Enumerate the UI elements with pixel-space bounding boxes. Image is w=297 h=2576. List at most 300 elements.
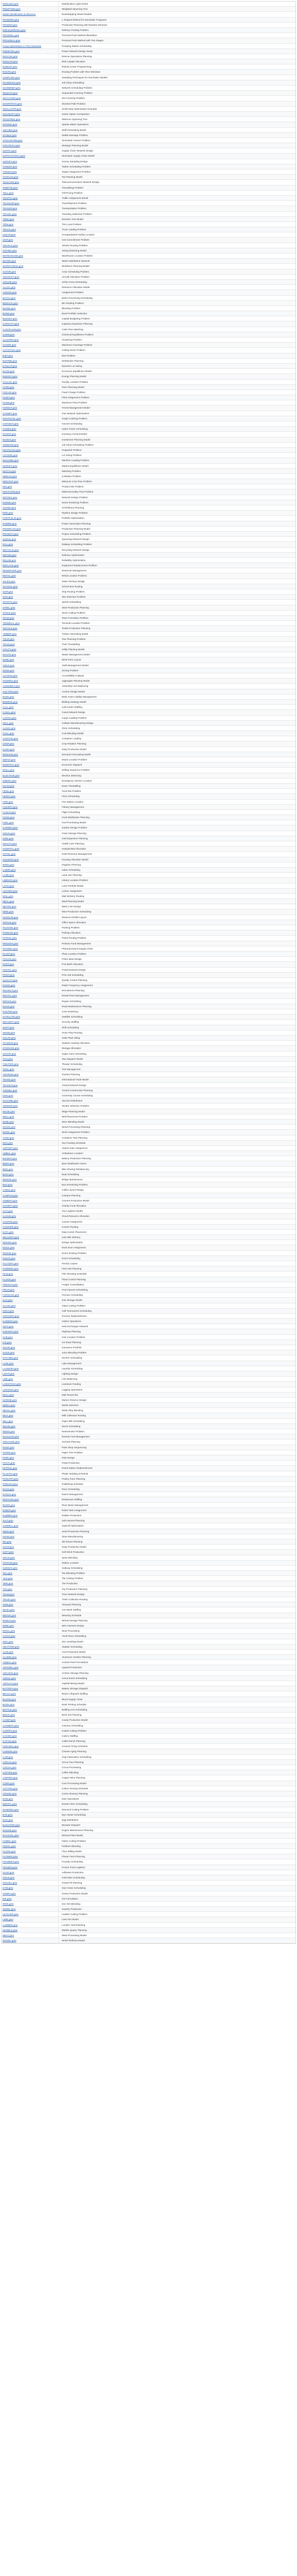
model-file-link[interactable]: TRAIN.gms: [3, 642, 15, 646]
model-file-link[interactable]: ECON.gms: [3, 370, 15, 373]
model-file-link[interactable]: CHEM.gms: [3, 333, 15, 336]
model-file-link[interactable]: SPARSE.gms: [3, 123, 18, 126]
model-file-link[interactable]: FOREST.gms: [3, 406, 18, 410]
model-file-link[interactable]: BLOOD.gms: [3, 1698, 16, 1701]
model-file-link[interactable]: LIVESTOCK.gms: [3, 1383, 21, 1386]
model-file-link[interactable]: DATA.gms: [3, 1230, 14, 1233]
model-file-link[interactable]: YARD.gms: [3, 1136, 14, 1139]
model-file-link[interactable]: CERAMIC.gms: [3, 1745, 19, 1748]
model-file-link[interactable]: REPLACE.gms: [3, 564, 19, 567]
model-file-link[interactable]: HUB.gms: [3, 1335, 13, 1338]
model-file-link[interactable]: WAGE.gms: [3, 1110, 15, 1113]
model-file-link[interactable]: SCHOOL.gms: [3, 585, 18, 588]
model-file-link[interactable]: STORAGE.gms: [3, 1047, 20, 1050]
model-file-link[interactable]: NETDES.gms: [3, 496, 18, 499]
model-file-link[interactable]: PENSION.gms: [3, 942, 19, 945]
model-file-link[interactable]: SHOE.gms: [3, 1535, 14, 1538]
model-file-link[interactable]: ETHANOL.gms: [3, 1834, 19, 1837]
model-file-link[interactable]: APPAREL.gms: [3, 1666, 19, 1669]
model-file-link[interactable]: FROZEN.gms: [3, 1866, 18, 1869]
model-file-link[interactable]: ZINC.gms: [3, 1640, 13, 1643]
model-file-link[interactable]: PETROL.gms: [3, 1467, 18, 1470]
model-file-link[interactable]: NICKEL.gms: [3, 1939, 16, 1942]
model-file-link[interactable]: ARCHIVE.gms: [3, 1671, 19, 1674]
model-file-link[interactable]: FURNACE.gms: [3, 1294, 20, 1297]
model-file-link[interactable]: GARDEN.gms: [3, 826, 18, 829]
model-file-link[interactable]: BIDDING.gms: [3, 700, 18, 703]
model-file-link[interactable]: PAPER.gms: [3, 1451, 16, 1454]
model-file-link[interactable]: GLUE.gms: [3, 1871, 14, 1874]
model-file-link[interactable]: ROBOT.gms: [3, 1509, 16, 1512]
model-file-link[interactable]: PWNETDS.gms: [3, 49, 20, 53]
model-file-link[interactable]: MultiLabel.gms: [3, 3, 19, 5]
model-file-link[interactable]: WHEAT.gms: [3, 1619, 16, 1622]
model-file-link[interactable]: BATCH.gms: [3, 296, 16, 299]
model-file-link[interactable]: SETCOVER.gms: [3, 97, 21, 100]
model-file-link[interactable]: VENDOR.gms: [3, 1105, 18, 1108]
model-file-link[interactable]: RAIL.gms: [3, 543, 13, 546]
model-file-link[interactable]: SCHEDULE.gms: [3, 81, 21, 84]
model-file-link[interactable]: MIX.gms: [3, 485, 12, 488]
model-file-link[interactable]: SOLVEOPT.gms: [3, 112, 20, 115]
model-file-link[interactable]: ASSEMBLY.gms: [3, 685, 20, 688]
model-file-link[interactable]: MINE.gms: [3, 910, 14, 913]
model-file-link[interactable]: ASPHALT.gms: [3, 1682, 19, 1685]
model-file-link[interactable]: JOBSHOP.gms: [3, 443, 19, 446]
model-file-link[interactable]: SECURITY.gms: [3, 1021, 20, 1024]
model-file-link[interactable]: POLICE.gms: [3, 958, 16, 961]
model-file-link[interactable]: GYM.gms: [3, 1887, 13, 1890]
model-file-link[interactable]: RIVER.gms: [3, 1503, 15, 1506]
model-file-link[interactable]: DESIGN.gms: [3, 1241, 17, 1244]
model-file-link[interactable]: TRAVEL.gms: [3, 212, 17, 215]
model-file-link[interactable]: DYE.gms: [3, 1813, 13, 1816]
model-file-link[interactable]: EVENT.gms: [3, 1257, 15, 1260]
model-file-link[interactable]: BOTTLE.gms: [3, 1708, 17, 1711]
model-file-link[interactable]: AGGREG.gms: [3, 680, 19, 683]
model-file-link[interactable]: CANDY.gms: [3, 1719, 16, 1722]
model-file-link[interactable]: MEAT.gms: [3, 1934, 14, 1937]
model-file-link[interactable]: TRUCK.gms: [3, 228, 16, 231]
model-file-link[interactable]: DRILL.gms: [3, 769, 14, 772]
model-file-link[interactable]: ROBUST.gms: [3, 65, 18, 69]
model-file-link[interactable]: HYDRO.gms: [3, 428, 16, 431]
model-file-link[interactable]: SKI.gms: [3, 1540, 12, 1543]
model-file-link[interactable]: AUCTION.gms: [3, 690, 19, 693]
model-file-link[interactable]: WIND.gms: [3, 658, 14, 662]
model-file-link[interactable]: TREE.gms: [3, 217, 14, 221]
model-file-link[interactable]: PLANT.gms: [3, 952, 15, 955]
model-file-link[interactable]: DAIRY.gms: [3, 748, 15, 751]
model-file-link[interactable]: OFFICE.gms: [3, 921, 16, 924]
model-file-link[interactable]: BEER.gms: [3, 1162, 14, 1165]
model-file-link[interactable]: SMALLSTEP.gms: [3, 107, 22, 110]
model-file-link[interactable]: PASTA.gms: [3, 1462, 15, 1465]
model-file-link[interactable]: ACCESS.gms: [3, 674, 18, 677]
model-file-link[interactable]: RELIAB.gms: [3, 558, 16, 562]
model-file-link[interactable]: MEDIAN.gms: [3, 474, 17, 478]
model-file-link[interactable]: CROP.gms: [3, 742, 14, 745]
model-file-link[interactable]: CHEESE.gms: [3, 1750, 18, 1753]
model-file-link[interactable]: TOUR.gms: [3, 637, 14, 640]
model-file-link[interactable]: TEA.gms: [3, 1572, 12, 1575]
model-file-link[interactable]: MILL.gms: [3, 1419, 13, 1422]
model-file-link[interactable]: MULTICOM.gms: [3, 490, 21, 494]
model-file-link[interactable]: FLOWER.gms: [3, 1855, 18, 1858]
model-file-link[interactable]: Model Identification & Inference: [3, 13, 36, 16]
model-file-link[interactable]: BAKERY.gms: [3, 1157, 17, 1160]
model-file-link[interactable]: COFFEE.gms: [3, 1771, 18, 1774]
model-file-link[interactable]: STRATEGY.gms: [3, 144, 20, 147]
model-file-link[interactable]: VINE.gms: [3, 1603, 13, 1606]
model-file-link[interactable]: NUCLEAR.gms: [3, 1435, 19, 1438]
model-file-link[interactable]: FREIGHT.gms: [3, 1283, 18, 1286]
model-file-link[interactable]: JUICE.gms: [3, 1351, 15, 1354]
model-file-link[interactable]: DIET.gms: [3, 354, 13, 357]
model-file-link[interactable]: HOUSING.gms: [3, 858, 19, 861]
model-file-link[interactable]: RACE.gms: [3, 1488, 14, 1491]
model-file-link[interactable]: INK.gms: [3, 1897, 12, 1900]
model-file-link[interactable]: FARM.gms: [3, 385, 14, 388]
model-file-link[interactable]: KITCHEN.gms: [3, 1357, 19, 1360]
model-file-link[interactable]: PACKING.gms: [3, 926, 19, 929]
model-file-link[interactable]: TRANSHIP.gms: [3, 202, 20, 205]
model-file-link[interactable]: TRIM.gms: [3, 223, 14, 226]
model-file-link[interactable]: LAND.gms: [3, 874, 14, 877]
model-file-link[interactable]: POULTRY.gms: [3, 1477, 19, 1480]
model-file-link[interactable]: CORN.gms: [3, 1782, 15, 1785]
model-file-link[interactable]: CASHFLOW.gms: [3, 328, 21, 331]
model-file-link[interactable]: TRADE.gms: [3, 1078, 16, 1081]
model-file-link[interactable]: GRID.gms: [3, 837, 14, 840]
model-file-link[interactable]: GRAPHCOL.gms: [3, 417, 21, 420]
model-file-link[interactable]: GOLD.gms: [3, 1876, 14, 1879]
model-file-link[interactable]: TRAM.gms: [3, 1592, 14, 1596]
model-file-link[interactable]: ABATTOIR.gms: [3, 1645, 20, 1648]
model-file-link[interactable]: SHORTPATH.gms: [3, 102, 22, 105]
model-file-link[interactable]: SUBWAY.gms: [3, 1566, 18, 1569]
model-file-link[interactable]: Pump Optimization in Flow Networks: [3, 44, 42, 47]
model-file-link[interactable]: BUDGET.gms: [3, 317, 18, 320]
model-file-link[interactable]: MACHINE.gms: [3, 459, 19, 462]
model-file-link[interactable]: CEMENT.gms: [3, 1199, 18, 1202]
model-file-link[interactable]: EGG.gms: [3, 1818, 13, 1821]
model-file-link[interactable]: YACHT.gms: [3, 1635, 15, 1638]
model-file-link[interactable]: HEAT.gms: [3, 1325, 14, 1328]
model-file-link[interactable]: METAL.gms: [3, 1409, 15, 1412]
model-file-link[interactable]: COURIER.gms: [3, 1225, 19, 1228]
model-file-link[interactable]: HARVEST.gms: [3, 422, 19, 425]
model-file-link[interactable]: FEED.gms: [3, 790, 14, 793]
model-file-link[interactable]: LINE.gms: [3, 1378, 13, 1381]
model-file-link[interactable]: MAIL.gms: [3, 894, 13, 897]
model-file-link[interactable]: RESTAUR.gms: [3, 1498, 19, 1501]
model-file-link[interactable]: PAINT.gms: [3, 1446, 14, 1449]
model-file-link[interactable]: ROSTER.gms: [3, 1010, 18, 1013]
model-file-link[interactable]: GRAVEL.gms: [3, 1882, 18, 1885]
model-file-link[interactable]: FILM.gms: [3, 1273, 13, 1276]
model-file-link[interactable]: HONEY.gms: [3, 1892, 16, 1895]
model-file-link[interactable]: CITY.gms: [3, 1210, 13, 1213]
model-file-link[interactable]: WINE.gms: [3, 1120, 14, 1123]
model-file-link[interactable]: WORK.gms: [3, 1131, 15, 1134]
model-file-link[interactable]: POSTAL.gms: [3, 968, 17, 971]
model-file-link[interactable]: GAS.gms: [3, 1299, 13, 1302]
model-file-link[interactable]: PROXDEL.gms: [3, 34, 19, 37]
model-file-link[interactable]: UNCAP.gms: [3, 233, 16, 236]
model-file-link[interactable]: FOOD.gms: [3, 816, 15, 819]
model-file-link[interactable]: ALLOC.gms: [3, 286, 16, 289]
model-file-link[interactable]: RECRUIT.gms: [3, 989, 18, 992]
model-file-link[interactable]: TAXPLAN.gms: [3, 176, 19, 179]
model-file-link[interactable]: EMERG.gms: [3, 779, 16, 782]
model-file-link[interactable]: TRANSP.gms: [3, 207, 17, 210]
model-file-link[interactable]: BEACH.gms: [3, 1692, 16, 1696]
model-file-link[interactable]: SOFT.gms: [3, 1551, 14, 1554]
model-file-link[interactable]: CIRCUS.gms: [3, 1760, 17, 1764]
model-file-link[interactable]: ICE.gms: [3, 1341, 12, 1344]
model-file-link[interactable]: INSUR.gms: [3, 1346, 15, 1349]
model-file-link[interactable]: FLOUR.gms: [3, 1850, 16, 1853]
model-file-link[interactable]: CRUISE.gms: [3, 1792, 17, 1795]
model-file-link[interactable]: TOLL.gms: [3, 191, 14, 194]
model-file-link[interactable]: FABRIC.gms: [3, 1839, 16, 1842]
model-file-link[interactable]: CHIP.gms: [3, 1755, 13, 1758]
model-file-link[interactable]: BOOK.gms: [3, 1703, 15, 1706]
model-file-link[interactable]: PRODPLAN.gms: [3, 527, 21, 530]
model-file-link[interactable]: ZONE.gms: [3, 669, 14, 672]
model-file-link[interactable]: FERTIL.gms: [3, 1844, 16, 1848]
model-file-link[interactable]: DEPOT.gms: [3, 758, 16, 761]
model-file-link[interactable]: LEATHER.gms: [3, 1913, 19, 1916]
model-file-link[interactable]: LIGHT.gms: [3, 1372, 14, 1375]
model-file-link[interactable]: IRON.gms: [3, 1902, 14, 1905]
model-file-link[interactable]: PRINT.gms: [3, 973, 15, 976]
model-file-link[interactable]: TEAM.gms: [3, 616, 14, 619]
model-file-link[interactable]: VEHICLE.gms: [3, 244, 18, 247]
model-file-link[interactable]: DAM.gms: [3, 1798, 13, 1801]
model-file-link[interactable]: SEQCOV.gms: [3, 92, 18, 95]
model-file-link[interactable]: SPORTS.gms: [3, 601, 18, 604]
model-file-link[interactable]: PUBLISH.gms: [3, 1482, 18, 1485]
model-file-link[interactable]: LOGGING.gms: [3, 1388, 19, 1391]
model-file-link[interactable]: SALES.gms: [3, 580, 15, 583]
model-file-link[interactable]: JEWEL.gms: [3, 1908, 16, 1911]
model-file-link[interactable]: FLIGHT.gms: [3, 810, 16, 814]
model-file-link[interactable]: BINPACK.gms: [3, 301, 18, 304]
model-file-link[interactable]: FERRY.gms: [3, 795, 15, 798]
model-file-link[interactable]: PIPE.gms: [3, 512, 13, 515]
model-file-link[interactable]: SAMPLING.gms: [3, 76, 20, 79]
model-file-link[interactable]: SATELLITE.gms: [3, 1015, 20, 1019]
model-file-link[interactable]: INVENT.gms: [3, 433, 16, 436]
model-file-link[interactable]: TRAFFIC.gms: [3, 196, 18, 199]
model-file-link[interactable]: WASTE.gms: [3, 653, 16, 656]
model-file-link[interactable]: BATTERY.gms: [3, 1687, 19, 1690]
model-file-link[interactable]: CONTAIN.gms: [3, 737, 19, 740]
model-file-link[interactable]: TOURISM.gms: [3, 1073, 19, 1076]
model-file-link[interactable]: CABLE.gms: [3, 1189, 16, 1192]
model-file-link[interactable]: SITE.gms: [3, 596, 13, 599]
model-file-link[interactable]: TIMETAB.gms: [3, 186, 18, 189]
model-file-link[interactable]: LABOR.gms: [3, 868, 16, 871]
model-file-link[interactable]: TELECOM.gms: [3, 181, 20, 184]
model-file-link[interactable]: ROUTE.gms: [3, 71, 16, 74]
model-file-link[interactable]: WORKFORCE.gms: [3, 265, 24, 268]
model-file-link[interactable]: RUBBER.gms: [3, 1514, 18, 1517]
model-file-link[interactable]: TIMBER.gms: [3, 632, 17, 635]
model-file-link[interactable]: WOOD.gms: [3, 1126, 15, 1129]
model-file-link[interactable]: MATCH.gms: [3, 469, 16, 472]
model-file-link[interactable]: MEDIA.gms: [3, 1404, 15, 1407]
model-file-link[interactable]: PRODREF.gms: [3, 18, 19, 21]
model-file-link[interactable]: CARPET.gms: [3, 1729, 18, 1732]
model-file-link[interactable]: SSCHED.gms: [3, 128, 18, 131]
model-file-link[interactable]: STOCK.gms: [3, 611, 16, 614]
model-file-link[interactable]: LAUNDRY.gms: [3, 1367, 19, 1370]
model-file-link[interactable]: SCHEDNET.gms: [3, 87, 21, 89]
model-file-link[interactable]: SPICE.gms: [3, 1556, 15, 1559]
model-file-link[interactable]: AIRCRAFT.gms: [3, 275, 20, 278]
model-file-link[interactable]: BRIDGE.gms: [3, 1178, 17, 1181]
model-file-link[interactable]: FACLOC.gms: [3, 380, 18, 383]
model-file-link[interactable]: HIGHWAY.gms: [3, 1330, 19, 1333]
model-file-link[interactable]: HOTEL.gms: [3, 853, 16, 856]
model-file-link[interactable]: WASH.gms: [3, 1608, 15, 1612]
model-file-link[interactable]: RISKCAP.gms: [3, 60, 18, 63]
model-file-link[interactable]: STATION.gms: [3, 1561, 18, 1564]
model-file-link[interactable]: CANAL.gms: [3, 711, 16, 714]
model-file-link[interactable]: FARMMIX.gms: [3, 1267, 19, 1270]
model-file-link[interactable]: LAKE.gms: [3, 1362, 14, 1365]
model-file-link[interactable]: STABLE.gms: [3, 133, 17, 137]
model-file-link[interactable]: ANIMAL.gms: [3, 1661, 17, 1664]
model-file-link[interactable]: SHIFT.gms: [3, 1026, 14, 1029]
model-file-link[interactable]: YIELD.gms: [3, 664, 15, 667]
model-file-link[interactable]: FLOOD.gms: [3, 1278, 16, 1281]
model-file-link[interactable]: DYNLOT.gms: [3, 364, 18, 367]
model-file-link[interactable]: OILREF.gms: [3, 506, 16, 509]
model-file-link[interactable]: PATROL.gms: [3, 937, 17, 940]
model-file-link[interactable]: PHARMA.gms: [3, 947, 18, 950]
model-file-link[interactable]: LIBRARY.gms: [3, 879, 18, 882]
model-file-link[interactable]: WEAVE.gms: [3, 1614, 16, 1617]
model-file-link[interactable]: FLOW.gms: [3, 401, 14, 404]
model-file-link[interactable]: GOLF.gms: [3, 1309, 14, 1312]
model-file-link[interactable]: BIKE.gms: [3, 1167, 13, 1171]
model-file-link[interactable]: BOAT.gms: [3, 1173, 14, 1176]
model-file-link[interactable]: TEXTILE.gms: [3, 627, 18, 630]
model-file-link[interactable]: CLOUD.gms: [3, 1215, 16, 1218]
model-file-link[interactable]: MARINE.gms: [3, 1398, 17, 1401]
model-file-link[interactable]: QUALITY.gms: [3, 978, 18, 981]
model-file-link[interactable]: CATTLE.gms: [3, 1740, 17, 1743]
model-file-link[interactable]: ARENA.gms: [3, 1676, 16, 1680]
model-file-link[interactable]: THEATER.gms: [3, 1062, 19, 1065]
model-file-link[interactable]: CALL.gms: [3, 706, 14, 709]
model-file-link[interactable]: EXAM.gms: [3, 784, 14, 787]
model-file-link[interactable]: GLASS.gms: [3, 1304, 16, 1307]
model-file-link[interactable]: SALT.gms: [3, 1519, 13, 1522]
model-file-link[interactable]: CLUSTER.gms: [3, 338, 19, 341]
model-file-link[interactable]: DISTRIB.gms: [3, 359, 18, 362]
model-file-link[interactable]: STADIUM.gms: [3, 1042, 19, 1045]
model-file-link[interactable]: CUTSTOCK.gms: [3, 349, 21, 352]
model-file-link[interactable]: ELECTION.gms: [3, 774, 20, 777]
model-file-link[interactable]: SUPPLYSTOCH.gms: [3, 155, 25, 158]
model-file-link[interactable]: UNIV.gms: [3, 1094, 13, 1097]
model-file-link[interactable]: PROXDEL2.gms: [3, 39, 21, 42]
model-file-link[interactable]: MILK.gms: [3, 1414, 13, 1417]
model-file-link[interactable]: STOCHFARM.gms: [3, 139, 23, 142]
model-file-link[interactable]: WATER.gms: [3, 260, 16, 263]
model-file-link[interactable]: RECYCLE.gms: [3, 548, 19, 551]
model-file-link[interactable]: PARKING.gms: [3, 931, 19, 935]
model-file-link[interactable]: NURSE.gms: [3, 501, 16, 504]
model-file-link[interactable]: MALL.gms: [3, 1393, 14, 1396]
model-file-link[interactable]: INVEST.gms: [3, 438, 16, 441]
model-file-link[interactable]: BRICK.gms: [3, 1714, 15, 1717]
model-file-link[interactable]: WOOL.gms: [3, 1630, 15, 1633]
model-file-link[interactable]: PARK.gms: [3, 1456, 14, 1459]
model-file-link[interactable]: ORCHARD.gms: [3, 1440, 20, 1444]
model-file-link[interactable]: RETAIL.gms: [3, 574, 16, 578]
model-file-link[interactable]: DELIVERY.gms: [3, 1236, 20, 1239]
model-file-link[interactable]: TERMINAL.gms: [3, 622, 20, 625]
model-file-link[interactable]: CANNERY.gms: [3, 1724, 19, 1727]
model-file-link[interactable]: TOY.gms: [3, 1587, 12, 1590]
model-file-link[interactable]: COCOA.gms: [3, 1766, 16, 1769]
model-file-link[interactable]: UNIT.gms: [3, 239, 13, 242]
model-file-link[interactable]: BANK.gms: [3, 695, 14, 698]
model-file-link[interactable]: ZOO.gms: [3, 1141, 13, 1144]
model-file-link[interactable]: LUMBER.gms: [3, 1923, 18, 1926]
model-file-link[interactable]: RADIO.gms: [3, 984, 15, 987]
model-file-link[interactable]: GROCERY.gms: [3, 1314, 20, 1317]
model-file-link[interactable]: AIRLINE.gms: [3, 280, 17, 283]
model-file-link[interactable]: LIME.gms: [3, 1918, 13, 1921]
model-file-link[interactable]: SOAP.gms: [3, 1546, 14, 1549]
model-file-link[interactable]: CELL.gms: [3, 721, 14, 724]
model-file-link[interactable]: BUS.gms: [3, 1183, 13, 1187]
model-file-link[interactable]: RESCUE.gms: [3, 55, 18, 58]
model-file-link[interactable]: FIXCHG.gms: [3, 391, 17, 394]
model-file-link[interactable]: SPANTREE.gms: [3, 118, 21, 121]
model-file-link[interactable]: CLINIC.gms: [3, 726, 16, 730]
model-file-link[interactable]: FISHERY.gms: [3, 805, 18, 808]
model-file-link[interactable]: MOVIE.gms: [3, 1425, 15, 1428]
model-file-link[interactable]: ASSIGN.gms: [3, 291, 17, 294]
model-file-link[interactable]: KNAPSACK.gms: [3, 448, 21, 451]
model-file-link[interactable]: TRANSIT.gms: [3, 1083, 18, 1087]
model-file-link[interactable]: SEED.gms: [3, 1530, 14, 1533]
model-file-link[interactable]: WIRE.gms: [3, 1624, 14, 1627]
model-file-link[interactable]: CAPACITY.gms: [3, 323, 19, 326]
model-file-link[interactable]: SAWMILL.gms: [3, 1524, 19, 1528]
model-file-link[interactable]: VOTING.gms: [3, 249, 17, 252]
model-file-link[interactable]: LOAN.gms: [3, 884, 14, 887]
model-file-link[interactable]: LOCKER.gms: [3, 889, 18, 892]
model-file-link[interactable]: RESERVOIR.gms: [3, 569, 22, 572]
model-file-link[interactable]: WELL.gms: [3, 1115, 14, 1118]
model-file-link[interactable]: TAXI.gms: [3, 1057, 13, 1060]
model-file-link[interactable]: MARKET.gms: [3, 464, 18, 467]
model-file-link[interactable]: DOCK.gms: [3, 1246, 15, 1249]
model-file-link[interactable]: TANKER.gms: [3, 165, 18, 168]
model-file-link[interactable]: REFINE.gms: [3, 553, 16, 556]
model-file-link[interactable]: ENGINE.gms: [3, 1829, 17, 1832]
model-file-link[interactable]: NEWS.gms: [3, 1430, 15, 1433]
